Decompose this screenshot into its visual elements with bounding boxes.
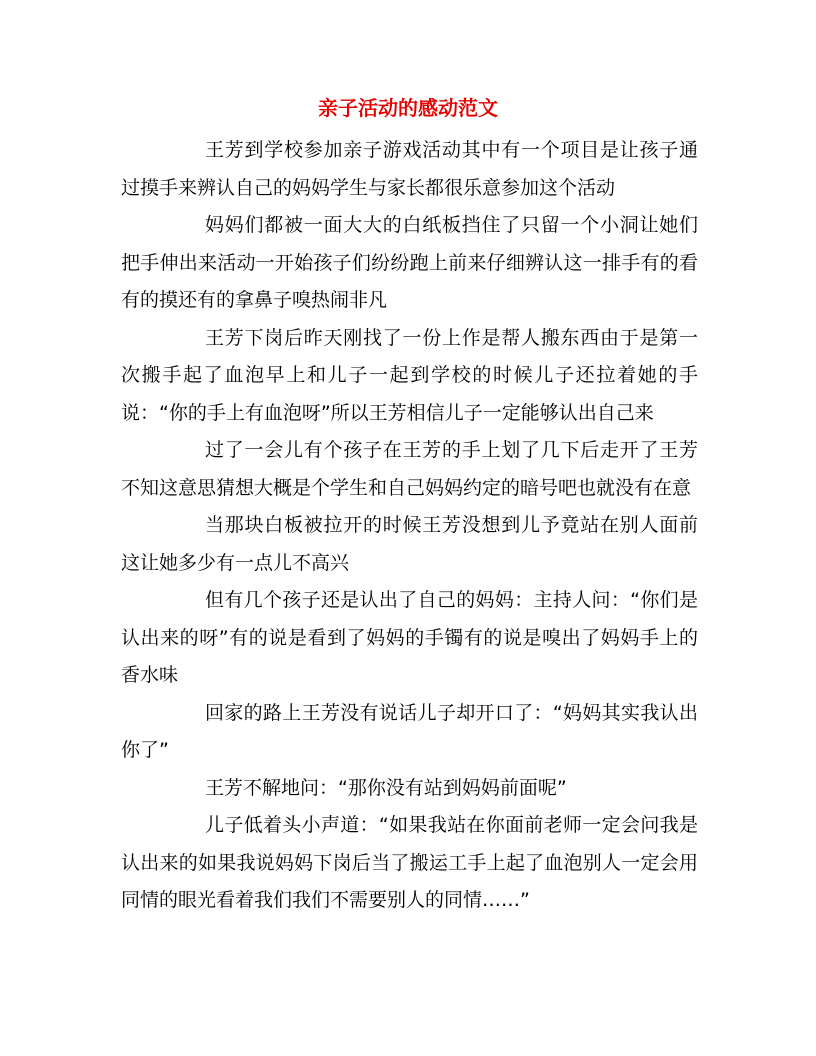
paragraph: 儿子低着头小声道：“如果我站在你面前老师一定会问我是认出来的如果我说妈妈下岗后当了搬运工手上起了血泡别人一定会用同情的眼光看着我们我们不需要别人的同情……”	[121, 814, 698, 911]
document-title: 亲子活动的感动范文	[318, 96, 498, 120]
paragraph: 王芳下岗后昨天刚找了一份上作是帮人搬东西由于是第一次搬手起了血泡早上和儿子一起到学校的时候儿子还拉着她的手说：“你的手上有血泡呀”所以王芳相信儿子一定能够认出自己来	[121, 326, 698, 424]
paragraph: 当那块白板被拉开的时候王芳没想到儿予竟站在别人面前这让她多少有一点儿不高兴	[121, 514, 698, 574]
paragraph: 过了一会儿有个孩子在王芳的手上划了几下后走开了王芳不知这意思猜想大概是个学生和自己妈妈约定的暗号吧也就没有在意	[121, 439, 698, 499]
paragraph: 回家的路上王芳没有说话儿子却开口了：“妈妈其实我认出你了”	[121, 701, 698, 761]
paragraph: 王芳到学校参加亲子游戏活动其中有一个项目是让孩子通过摸手来辨认自己的妈妈学生与家长都很乐意参加这个活动	[121, 139, 698, 199]
paragraph: 妈妈们都被一面大大的白纸板挡住了只留一个小洞让她们把手伸出来活动一开始孩子们纷纷跑上前来仔细辨认这一排手有的看有的摸还有的拿鼻子嗅热闹非凡	[121, 214, 698, 311]
document-body	[121, 132, 698, 920]
paragraph: 但有几个孩子还是认出了自己的妈妈：主持人问：“你们是认出来的呀”有的说是看到了妈妈的手镯有的说是嗅出了妈妈手上的香水味	[121, 589, 698, 686]
paragraph: 王芳不解地问：“那你没有站到妈妈前面呢”	[205, 776, 567, 799]
